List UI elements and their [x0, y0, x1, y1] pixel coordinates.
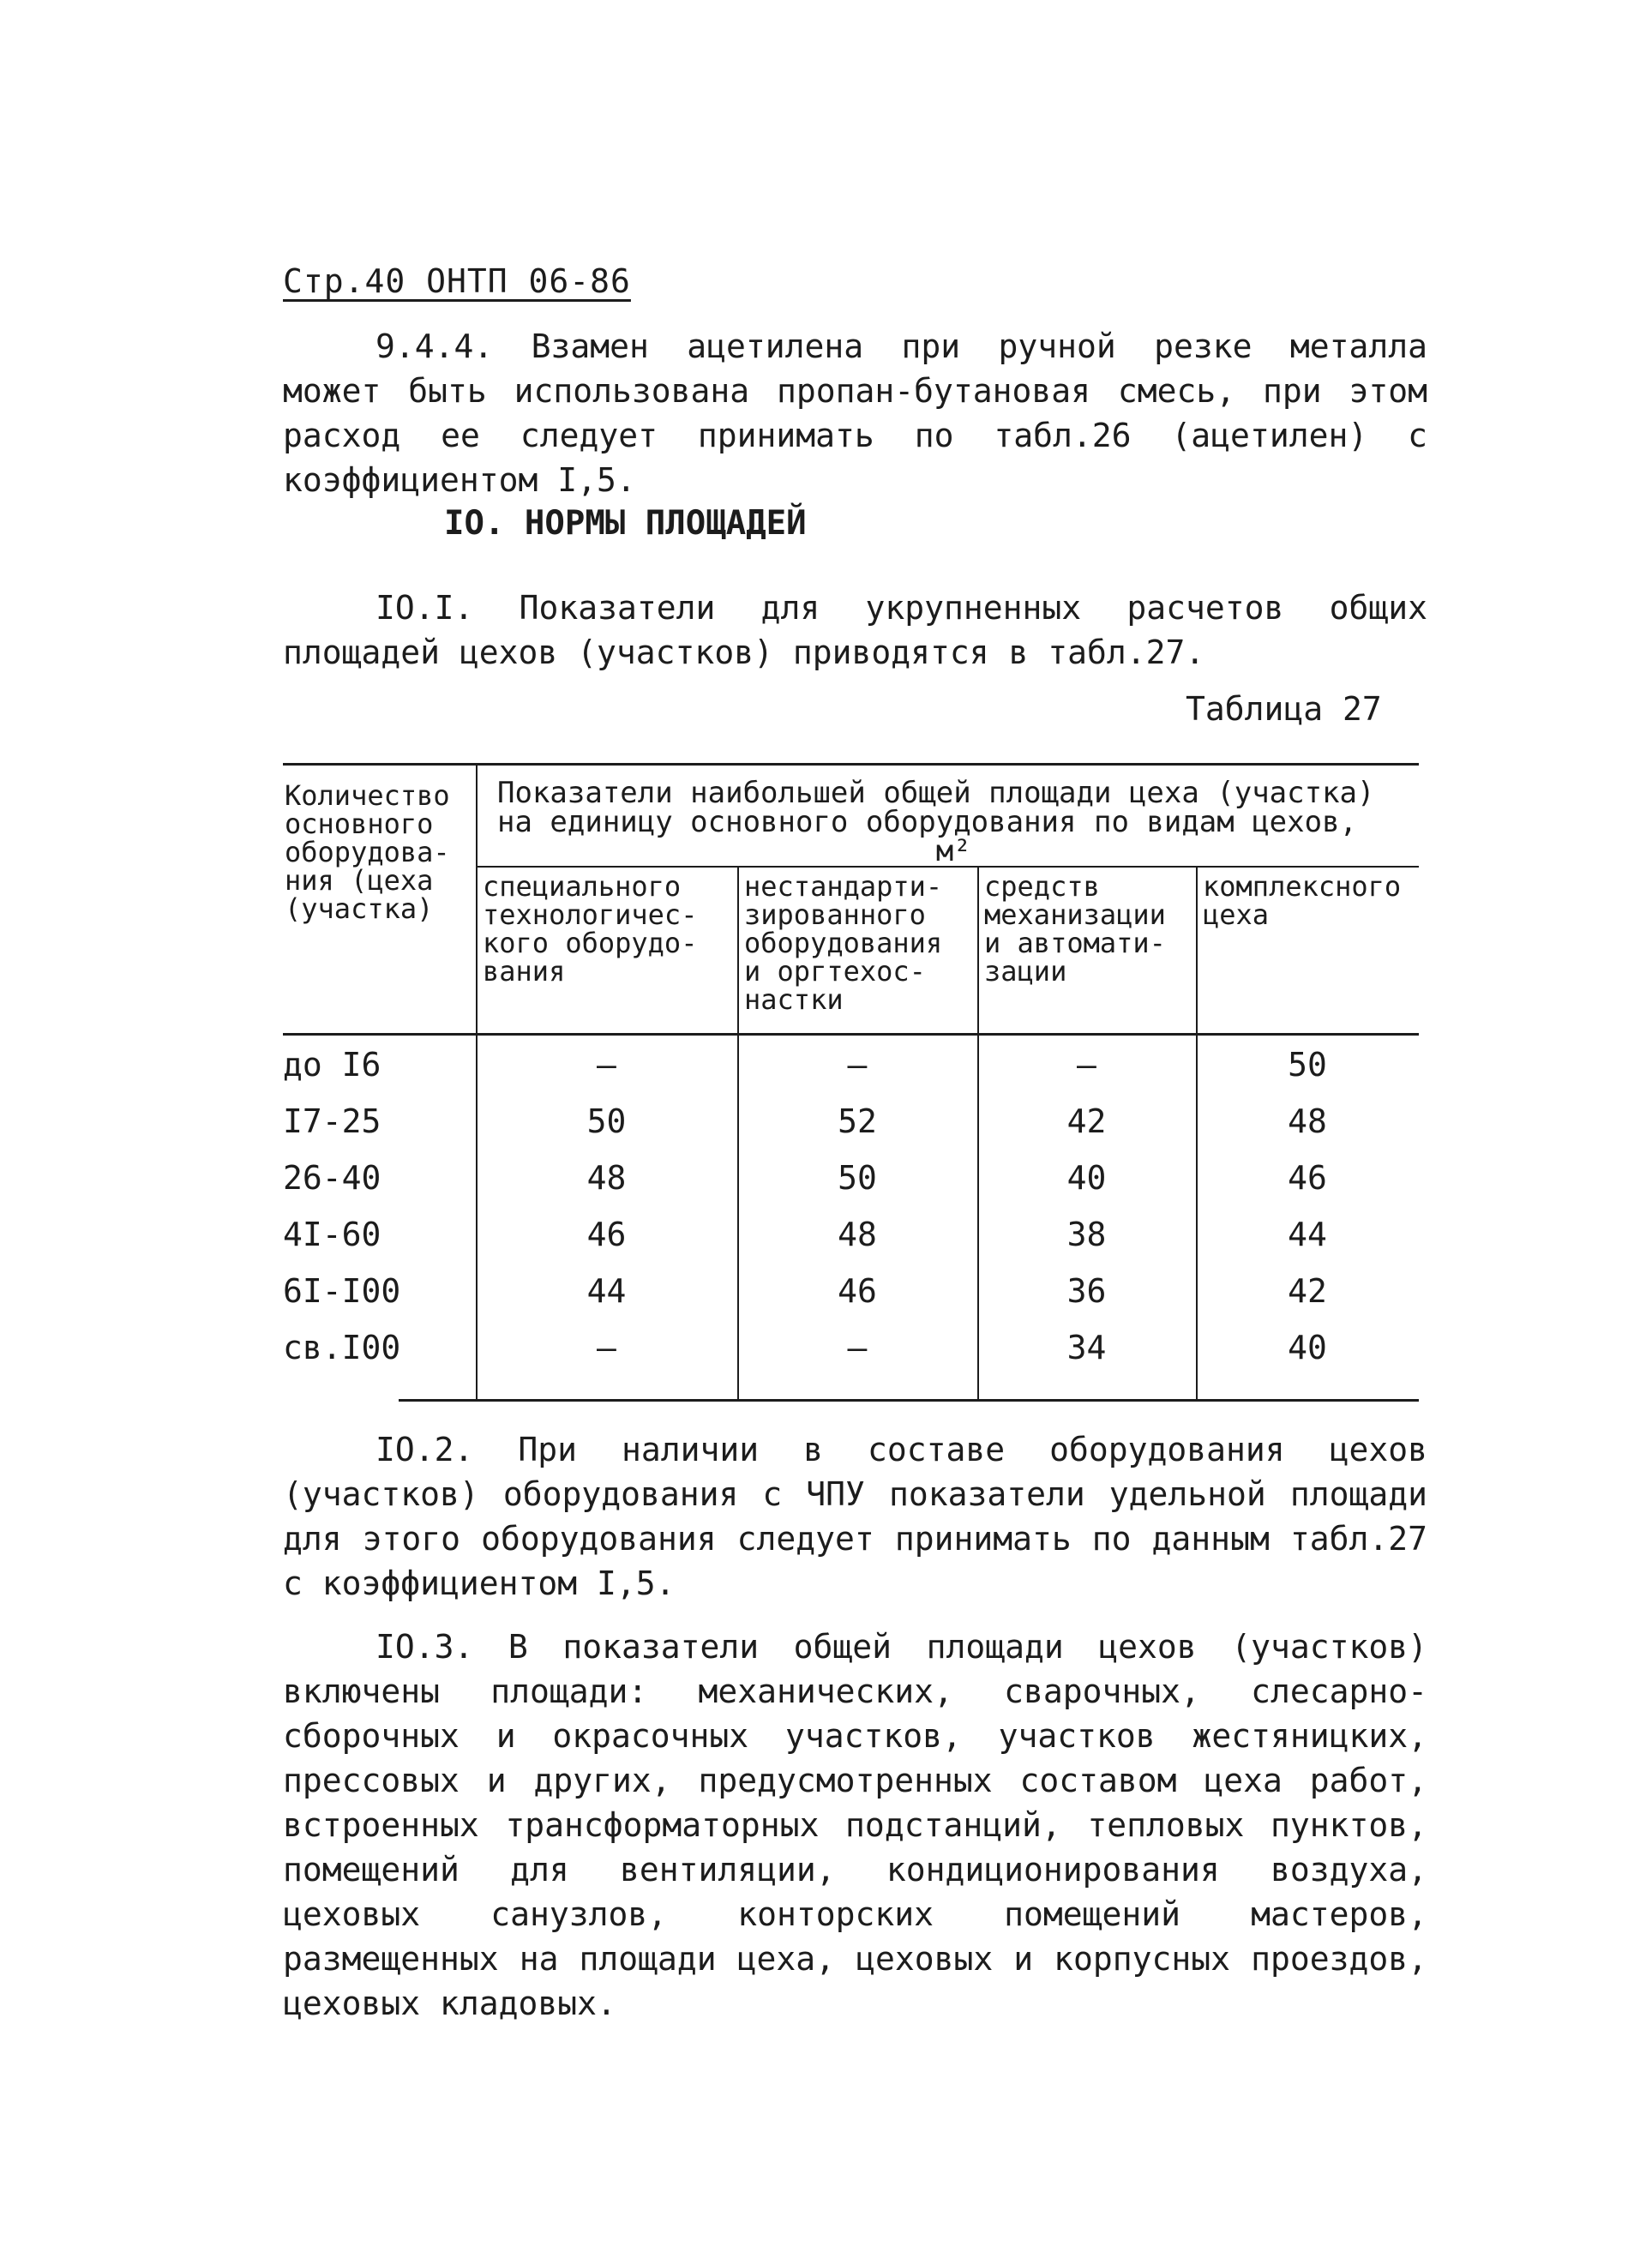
- page-header: Стр.40 ОНТП 06-86: [283, 262, 631, 300]
- table-row: [283, 1216, 1419, 1272]
- cell-quantity: до I6: [283, 1046, 381, 1084]
- cell-quantity: 26-40: [283, 1159, 381, 1197]
- cell-value: 44: [1288, 1216, 1327, 1253]
- paragraph-10-2-text: IO.2. При наличии в составе оборудования цехов (участков) оборудования с ЧПУ показатели удельной площади для этого оборудования следует принимать по данным табл.27 с коэффициентом I,5.: [283, 1431, 1427, 1602]
- table-row: [283, 1329, 1419, 1385]
- column-header-main: Показатели наибольшей общей площади цеха (участка) на единицу основного оборудования по видам цехов, м²: [497, 776, 1375, 868]
- cell-value: 50: [1288, 1046, 1327, 1084]
- table-header-rule: [283, 1033, 1419, 1036]
- table-row: [283, 1046, 1419, 1102]
- cell-quantity: 4I-60: [283, 1216, 381, 1253]
- cell-quantity: св.I00: [283, 1329, 401, 1366]
- cell-value: 52: [838, 1102, 877, 1140]
- column-header-nonstandard-equipment: нестандарти- зированного оборудования и оргтехос- настки: [744, 870, 943, 1016]
- cell-value: 46: [838, 1272, 877, 1310]
- cell-value: 46: [586, 1216, 627, 1253]
- paragraph-9-4-4: [283, 324, 1427, 502]
- table-row: [283, 1272, 1419, 1329]
- table-row: [283, 1102, 1419, 1159]
- cell-value: –: [597, 1329, 616, 1366]
- cell-value: 40: [1066, 1159, 1107, 1197]
- cell-value: 34: [1066, 1329, 1107, 1366]
- cell-value: 50: [838, 1159, 877, 1197]
- cell-value: 50: [586, 1102, 627, 1140]
- cell-value: 44: [586, 1272, 627, 1310]
- cell-value: 48: [1288, 1102, 1327, 1140]
- cell-value: 46: [1288, 1159, 1327, 1197]
- paragraph-9-4-4-text: 9.4.4. Взамен ацетилена при ручной резке металла может быть использована пропан-бутановая смесь, при этом расход ее следует принимать по табл.26 (ацетилен) с коэффициентом I,5.: [283, 327, 1427, 499]
- paragraph-10-1-text: IO.I. Показатели для укрупненных расчетов общих площадей цехов (участков) приводятся в табл.27.: [283, 589, 1427, 671]
- cell-value: –: [847, 1329, 868, 1366]
- column-header-complex-shop: комплексного цеха: [1203, 870, 1402, 931]
- paragraph-10-1: [283, 586, 1427, 675]
- table-bottom-rule: [399, 1399, 1419, 1402]
- cell-value: 42: [1288, 1272, 1327, 1310]
- column-header-quantity: Количество основного оборудова- ния (цеха (участка): [285, 779, 450, 925]
- cell-quantity: I7-25: [283, 1102, 381, 1140]
- table-top-rule: [283, 763, 1419, 766]
- cell-value: –: [847, 1046, 868, 1084]
- cell-quantity: 6I-I00: [283, 1272, 401, 1310]
- column-header-mechanization: средств механизации и автомати- зации: [984, 870, 1166, 988]
- cell-value: 48: [586, 1159, 627, 1197]
- cell-value: 40: [1288, 1329, 1327, 1366]
- cell-value: 42: [1066, 1102, 1107, 1140]
- cell-value: –: [597, 1046, 616, 1084]
- paragraph-10-2: [283, 1427, 1427, 1606]
- table-caption: Таблица 27: [1186, 690, 1382, 728]
- table-row: [283, 1159, 1419, 1216]
- cell-value: 38: [1066, 1216, 1107, 1253]
- paragraph-10-3-text: IO.3. В показатели общей площади цехов (участков) включены площади: механических, сварочных, слесарно-сборочных и окрасочных участков, участков жестяницких, прессовых и других, предусмотренных составом цеха работ, встроенных трансформаторных подстанций, тепловых пунктов, помещений для вентиляции, кондиционирования воздуха, цеховых санузлов, конторских помещений мастеров, размещенных на площади цеха, цеховых и корпусных проездов, цеховых кладовых.: [283, 1628, 1427, 2022]
- cell-value: 36: [1066, 1272, 1107, 1310]
- cell-value: –: [1077, 1046, 1096, 1084]
- column-header-special-equipment: специального технологичес- кого оборудо- вания: [483, 870, 698, 988]
- paragraph-10-3: [283, 1624, 1427, 2026]
- cell-value: 48: [838, 1216, 877, 1253]
- section-title: IO. НОРМЫ ПЛОЩАДЕЙ: [444, 504, 807, 543]
- table-27: [283, 763, 1419, 1408]
